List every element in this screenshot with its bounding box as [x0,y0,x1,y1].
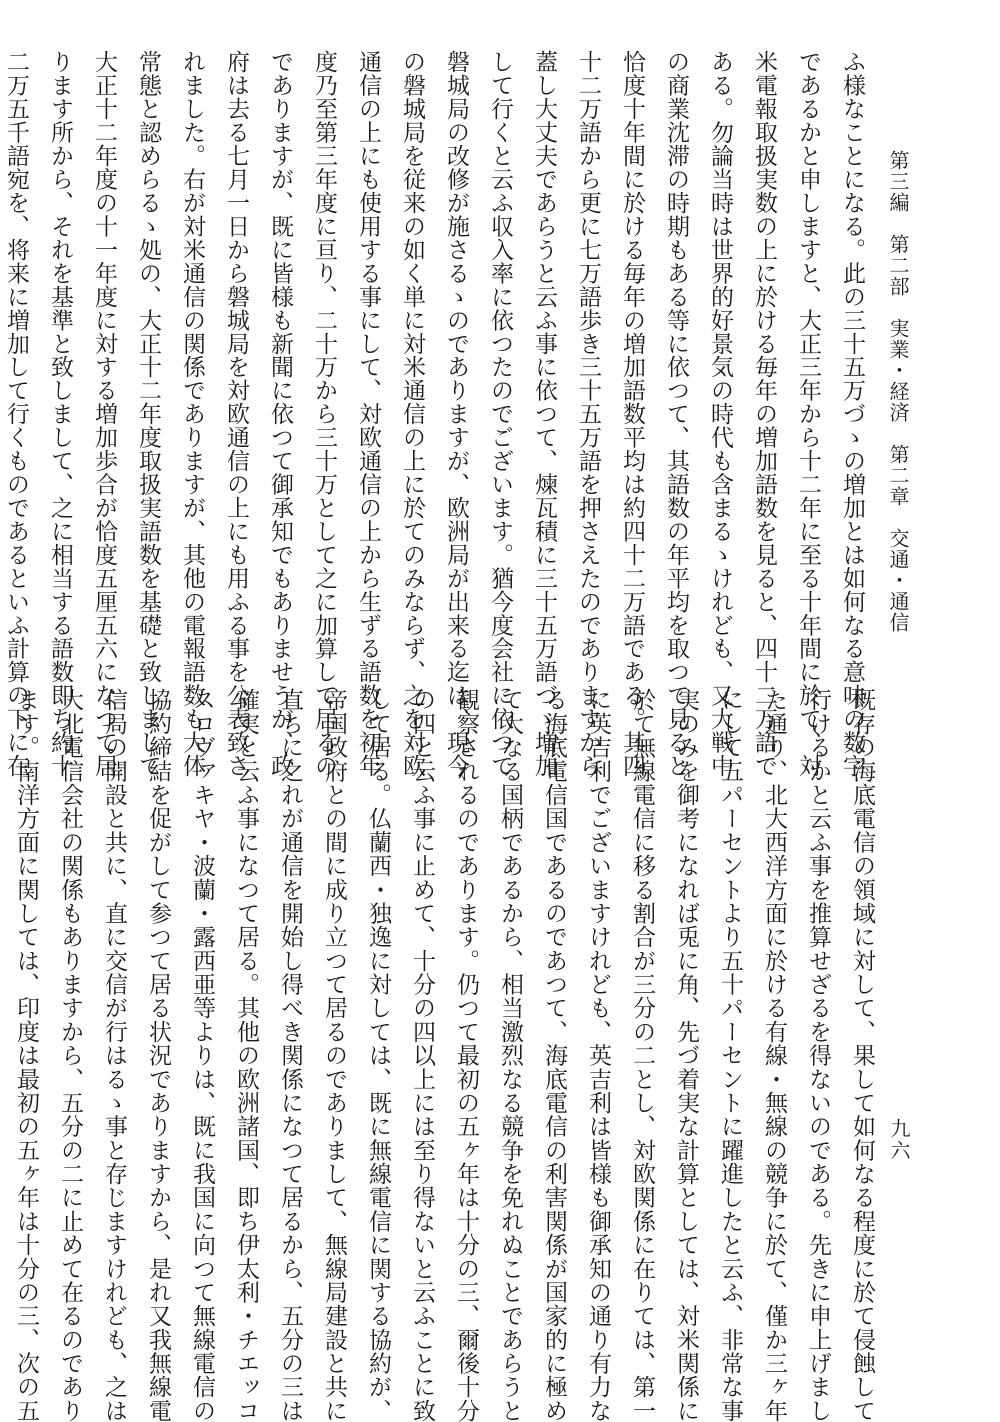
text-column: 磐城局の改修が施さるゝのでありますが、欧洲局が出来る迄は、現今 [443,50,469,778]
text-column: 十二万語から更に七万語歩き三十五万語を押さえたのでありますから [575,50,601,778]
page-number: 九六 [887,1118,911,1162]
text-column: ある。勿論当時は世界的好景気の時代も含まるゝけれども、又大戦中 [707,50,733,778]
text-column: 通信の上にも使用する事にして、対欧通信の上から生ずる語数を初年 [355,50,381,778]
text-column: の商業沈滞の時期もある等に依つて、其語数の年平均を取つて見ると [663,50,689,778]
text-column: 行けるかと云ふ事を推算せざるを得ないのである。先きに申上げまし [805,688,831,1422]
text-column: 帝国政府との間に成り立つて居るのでありまして、無線局建設と共に [321,688,347,1422]
text-column: 府は去る七月一日から磐城局を対欧通信の上にも用ふる事を公表致さ [223,50,249,778]
text-column: して行くと云ふ収入率に依つたのでございます。猶今度会社に依つて [487,50,513,778]
text-column: 大正十二年度の十一年度に対する増加歩合が恰度五厘五六になつて居 [91,50,117,778]
text-column: 協約締結を促がして参つて居る状況でありますから、是れ又我無線電 [145,688,171,1422]
text-column: 常態と認めらるゝ処の、大正十二年度取扱実語数を基礎と致しまして [135,50,161,778]
text-column: 蓋し大丈夫であらうと云ふ事に依つて、煉瓦積に三十五万語づゝ増加 [531,50,557,778]
text-column: して居る。仏蘭西・独逸に対しては、既に無線電信に関する協約が、 [365,688,391,1422]
text-column: に英吉利でございますけれども、英吉利は皆様も御承知の通り有力な [585,688,611,1422]
text-column: 米電報取扱実数の上に於ける毎年の増加語数を見ると、四十二万語で [751,50,777,778]
text-column: る海底電信国であるのであつて、海底電信の利害関係が国家的に極め [541,688,567,1422]
text-column: でありますが、既に皆様も新聞に依つて御承知でもありませうが、政 [267,50,293,778]
text-column: 於て無線電信に移る割合が三分の二とし、対欧関係に在りては、第一 [629,688,655,1422]
text-column: の四と云ふ事に止めて、十分の四以上には至り得ないと云ふことに致 [409,688,435,1422]
text-column: て大なる国柄であるから、相当激烈なる競争を免れぬことであらうと [497,688,523,1422]
text-column: 実のみを御考になれば兎に角、先づ着実な計算としては、対米関係に [673,688,699,1422]
text-column: ます。南洋方面に関しては、印度は最初の五ヶ年は十分の三、次の五 [13,688,39,1422]
text-column: れました。右が対米通信の関係でありますが、其他の電報語数も大体 [179,50,205,778]
text-column: の磐城局を従来の如く単に対米通信の上に於てのみならず、之を対欧 [399,50,425,778]
running-header: 第三編 第二部 実業・経済 第二章 交通・通信 [886,150,910,633]
text-column: 既存の海底電信の領域に対して、果して如何なる程度に於て侵蝕して [849,688,875,1422]
text-column: 確実と云ふ事になつて居る。其他の欧洲諸国、即ち伊太利・チエッコ [233,688,259,1422]
text-column: にして五パーセントより五十パーセントに躍進したと云ふ、非常な事 [717,688,743,1422]
text-column: 二万五千語宛を、将来に増加して行くものであるといふ計算の下に在 [3,50,29,778]
text-column: スロヴァキヤ・波蘭・露西亜等よりは、既に我国に向つて無線電信の [189,688,215,1422]
text-column: ります所から、それを基準と致しまして、之に相当する語数即ち約十 [47,50,73,778]
text-column: ふ様なことになる。此の三十五万づゝの増加とは如何なる意味の数字 [839,50,865,778]
text-block-lower [13,688,880,1422]
text-column: た通り、北大西洋方面に於ける有線・無線の競争に於て、僅か三ヶ年 [761,688,787,1422]
text-column: 観察されるのであります。仍つて最初の五ヶ年は十分の三、爾後十分 [453,688,479,1422]
text-column: 大北電信会社の関係もありますから、五分の二に止めて在るのであり [57,688,83,1422]
text-column: 度乃至第三年度に亘り、二十万から三十万として之に加算して居るの [311,50,337,778]
text-column: であるかと申しますと、大正三年から十二年に至る十年間に於て、対 [795,50,821,778]
text-block-upper [3,50,870,778]
text-column: 信局の開設と共に、直に交信が行はるゝ事と存じますけれども、之は [101,688,127,1422]
text-column: 直ちに之れが通信を開始し得べき関係になつて居るから、五分の三は [277,688,303,1422]
text-column: 恰度十年間に於ける毎年の増加語数平均は約四十二万語である。其四 [619,50,645,778]
